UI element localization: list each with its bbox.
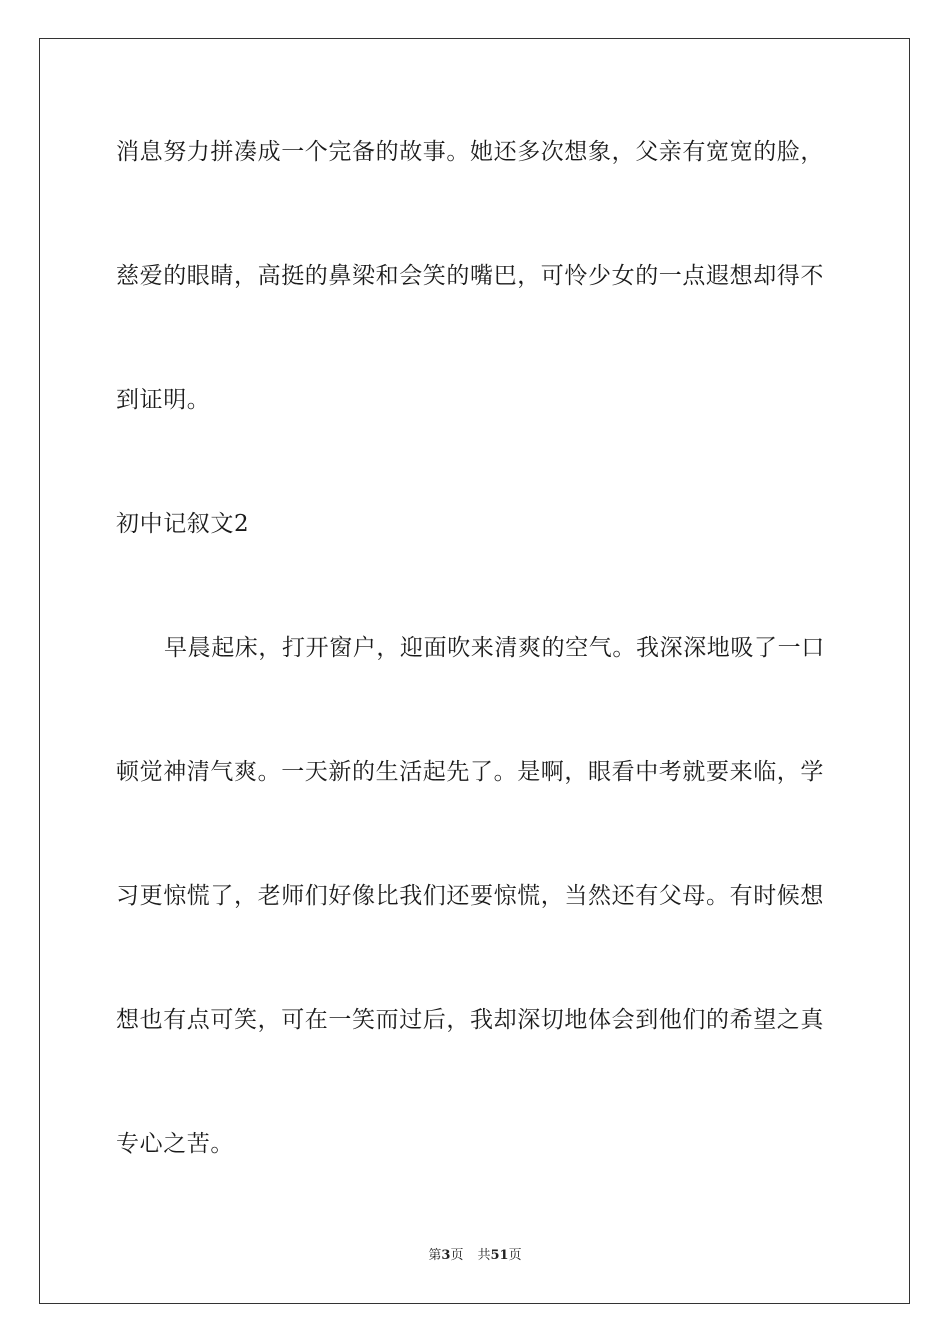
text-line-9: 专心之苦。 <box>116 1131 234 1157</box>
text-line-1: 消息努力拼凑成一个完备的故事。她还多次想象，父亲有宽宽的脸， <box>116 139 824 165</box>
total-suffix: 页 <box>508 1248 522 1263</box>
text-line-3: 到证明。 <box>116 387 211 413</box>
total-pages: 51 <box>490 1248 509 1263</box>
section-heading: 初中记叙文2 <box>116 511 250 537</box>
text-line-8: 想也有点可笑，可在一笑而过后，我却深切地体会到他们的希望之真 <box>116 1007 824 1033</box>
text-line-7: 习更惊慌了，老师们好像比我们还要惊慌，当然还有父母。有时候想 <box>116 883 824 909</box>
page-prefix: 第 <box>428 1248 442 1263</box>
page-border <box>39 38 910 1304</box>
text-line-6: 顿觉神清气爽。一天新的生活起先了。是啊，眼看中考就要来临，学 <box>116 759 824 785</box>
total-prefix: 共 <box>477 1248 491 1263</box>
page-suffix: 页 <box>450 1248 464 1263</box>
text-line-2: 慈爱的眼睛，高挺的鼻梁和会笑的嘴巴，可怜少女的一点遐想却得不 <box>116 263 824 289</box>
page-footer <box>0 1247 950 1265</box>
page-number: 3 <box>441 1248 451 1263</box>
text-line-5: 早晨起床，打开窗户，迎面吹来清爽的空气。我深深地吸了一口 <box>164 635 825 661</box>
